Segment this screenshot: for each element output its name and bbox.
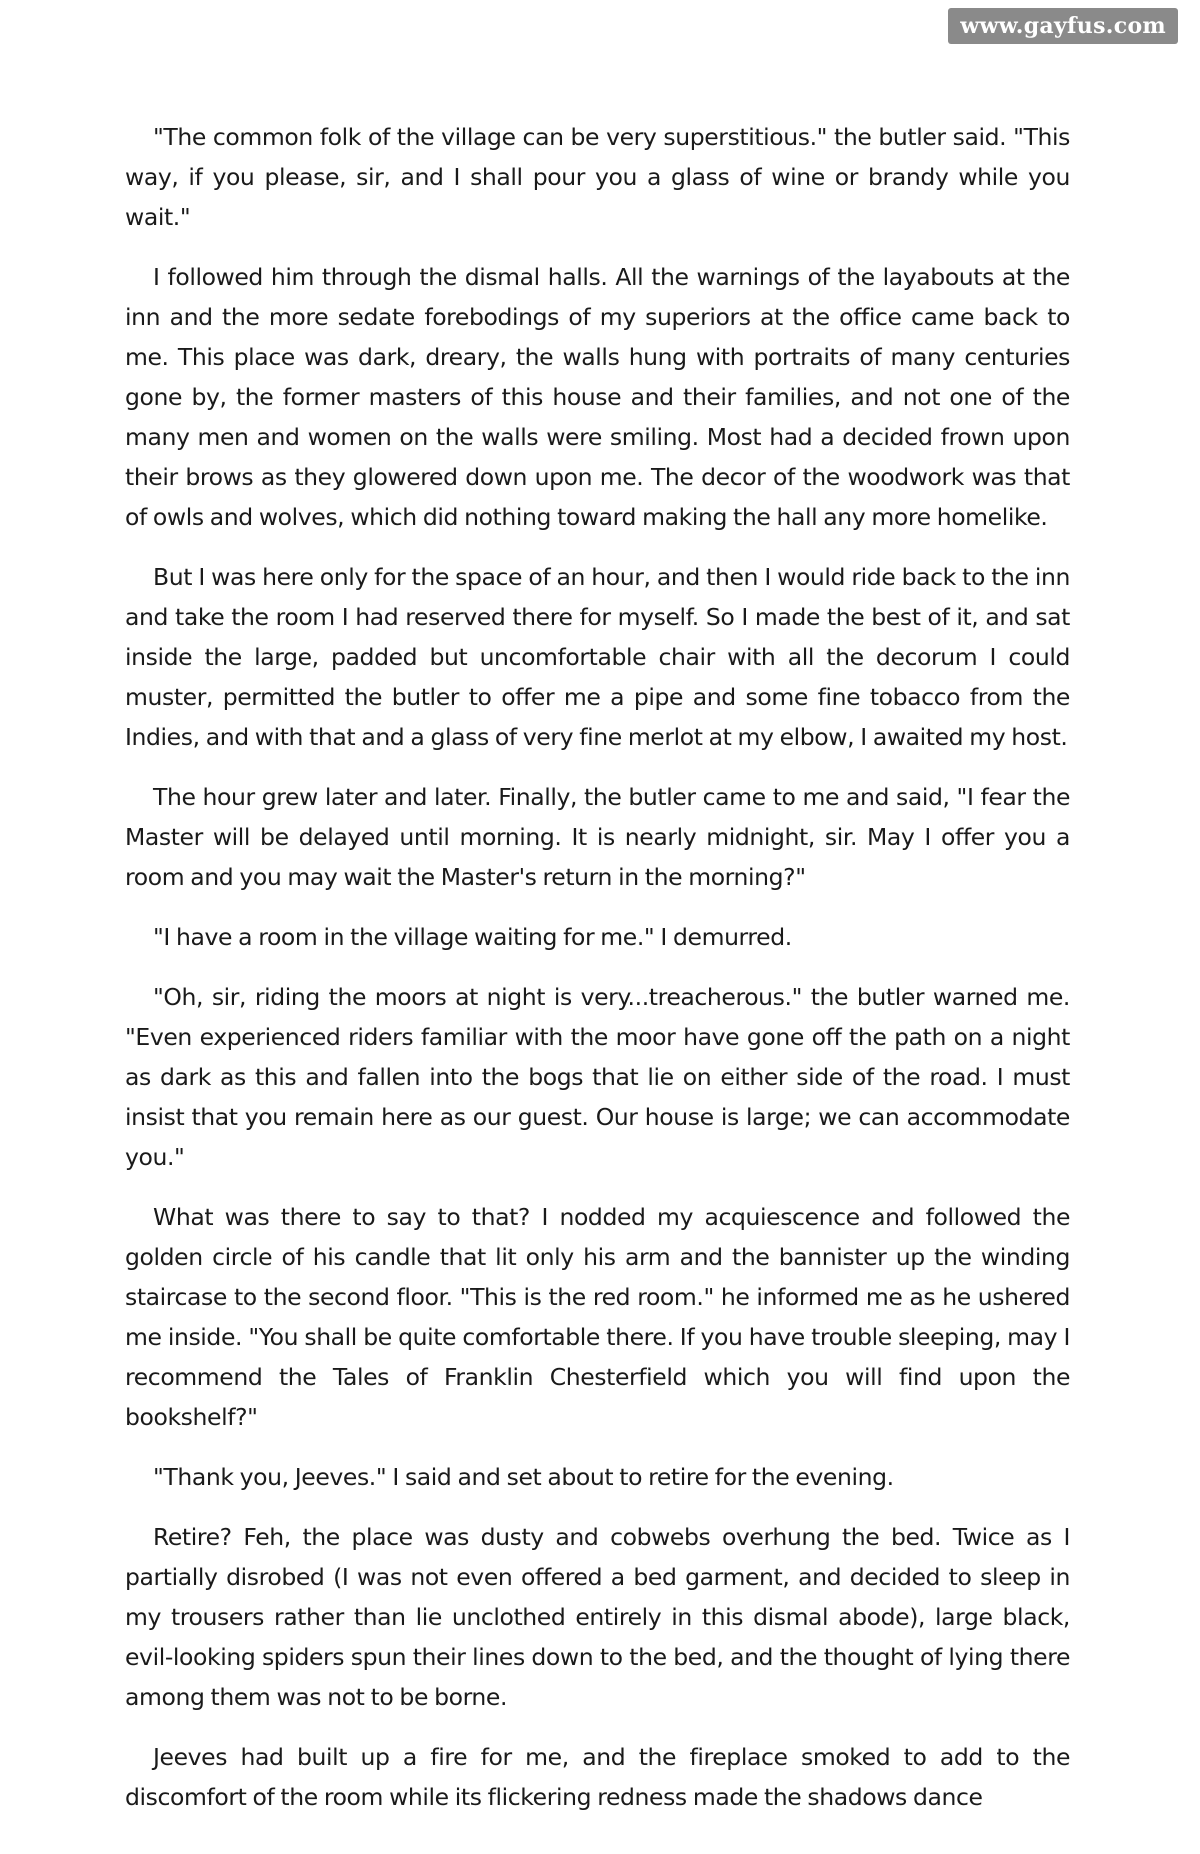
- paragraph-10: Jeeves had built up a fire for me, and the fireplace smoked to add to the discomfort of the room while its flickering redness made the shadows dance: [125, 1743, 1070, 1811]
- paragraph-5: "I have a room in the village waiting for me." I demurred.: [153, 923, 792, 951]
- paragraph-1: "The common folk of the village can be very superstitious." the butler said. "This way, if you please, sir, and I shall pour you a glass of wine or brandy while you wait.": [125, 123, 1070, 231]
- paragraph-8: "Thank you, Jeeves." I said and set about to retire for the evening.: [153, 1463, 894, 1491]
- paragraph-7: What was there to say to that? I nodded my acquiescence and followed the golden circle of his candle that lit only his arm and the bannister up the winding staircase to the second floor. "This is the red room." he informed me as he ushered me inside. "You shall be quite comfortable there. If you have trouble sleeping, may I recommend the Tales of Franklin Chesterfield which you will find upon the bookshelf?": [125, 1203, 1070, 1431]
- paragraph-6: "Oh, sir, riding the moors at night is very...treacherous." the butler warned me. "Even experienced riders familiar with the moor have gone off the path on a night as dark as this and fallen into the bogs that lie on either side of the road. I must insist that you remain here as our guest. Our house is large; we can accommodate you.": [125, 983, 1070, 1171]
- paragraph-9: Retire? Feh, the place was dusty and cobwebs overhung the bed. Twice as I partially disrobed (I was not even offered a bed garment, and decided to sleep in my trousers rather than lie unclothed entirely in this dismal abode), large black, evil-looking spiders spun their lines down to the bed, and the thought of lying there among them was not to be borne.: [125, 1523, 1070, 1711]
- book-page: [125, 117, 1070, 1837]
- paragraph-2: I followed him through the dismal halls. All the warnings of the layabouts at the inn and the more sedate forebodings of my superiors at the office came back to me. This place was dark, dreary, the walls hung with portraits of many centuries gone by, the former masters of this house and their families, and not one of the many men and women on the walls were smiling. Most had a decided frown upon their brows as they glowered down upon me. The decor of the woodwork was that of owls and wolves, which did nothing toward making the hall any more homelike.: [125, 263, 1070, 531]
- paragraph-4: The hour grew later and later. Finally, the butler came to me and said, "I fear the Master will be delayed until morning. It is nearly midnight, sir. May I offer you a room and you may wait the Master's return in the morning?": [125, 783, 1070, 891]
- site-watermark: www.gayfus.com: [948, 8, 1178, 44]
- paragraph-3: But I was here only for the space of an hour, and then I would ride back to the inn and take the room I had reserved there for myself. So I made the best of it, and sat inside the large, padded but uncomfortable chair with all the decorum I could muster, permitted the butler to offer me a pipe and some fine tobacco from the Indies, and with that and a glass of very fine merlot at my elbow, I awaited my host.: [125, 563, 1070, 751]
